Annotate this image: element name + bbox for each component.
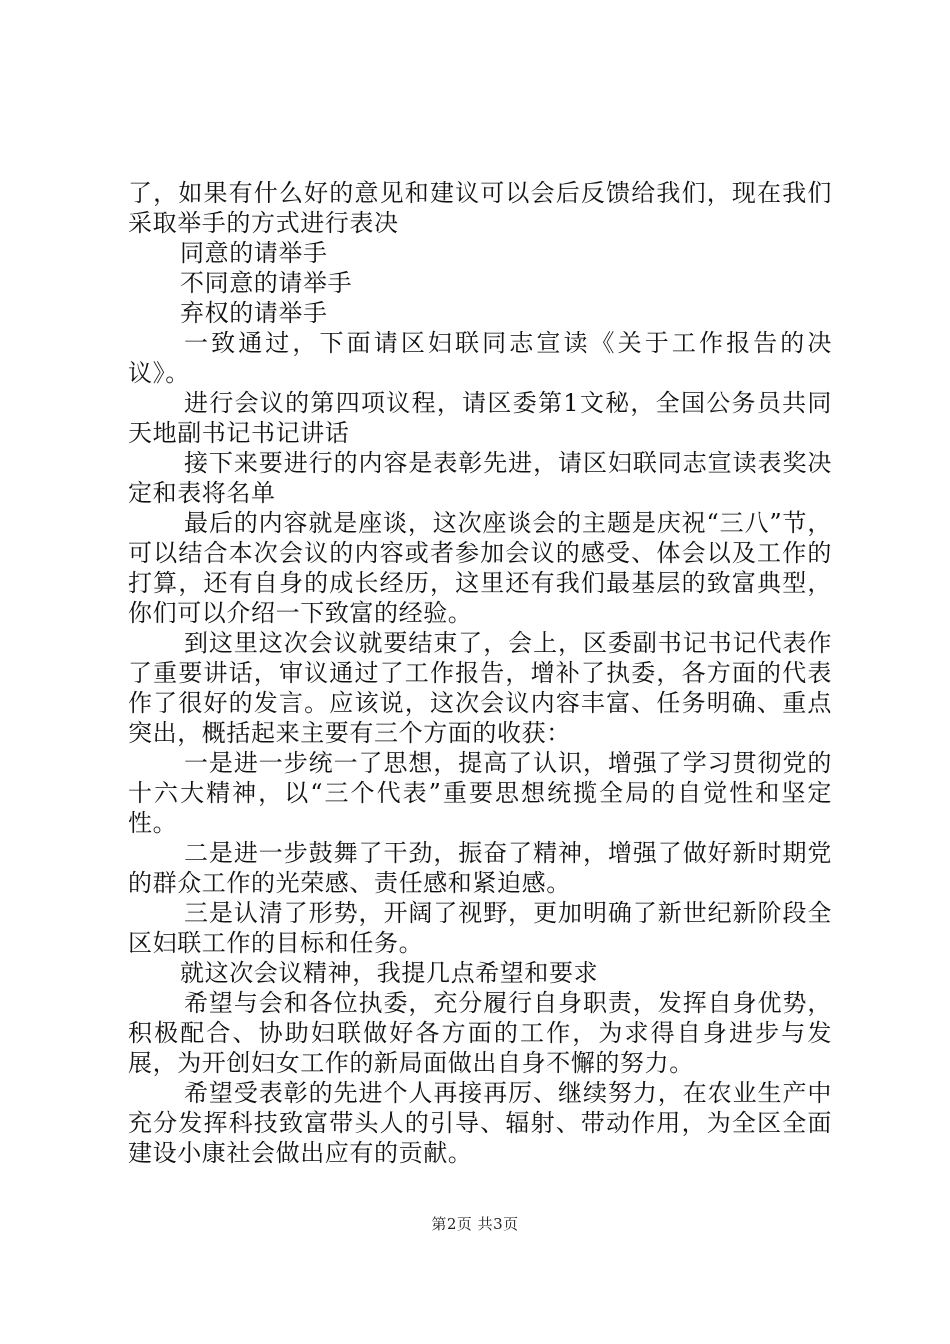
- paragraph-9: 到这里这次会议就要结束了，会上，区委副书记书记代表作了重要讲话，审议通过了工作报告，增补了执委，各方面的代表作了很好的发言。应该说，这次会议内容丰富、任务明确、重点突出，概括起来主要有三个方面的收获：: [128, 629, 832, 747]
- paragraph-3: 不同意的请举手: [180, 269, 353, 297]
- paragraph-10: 一是进一步统一了思想，提高了认识，增强了学习贯彻党的十六大精神，以“三个代表”重要思想统揽全局的自觉性和坚定性。: [128, 749, 832, 837]
- paragraph-14: 希望与会和各位执委，充分履行自身职责，发挥自身优势，积极配合、协助妇联做好各方面的工作，为求得自身进步与发展，为开创妇女工作的新局面做出自身不懈的努力。: [128, 989, 832, 1077]
- document-body: [128, 178, 832, 1168]
- paragraph-11: 二是进一步鼓舞了干劲，振奋了精神，增强了做好新时期党的群众工作的光荣感、责任感和紧迫感。: [128, 839, 832, 897]
- paragraph-15: 希望受表彰的先进个人再接再厉、继续努力，在农业生产中充分发挥科技致富带头人的引导、辐射、带动作用，为全区全面建设小康社会做出应有的贡献。: [128, 1079, 832, 1167]
- paragraph-7: 接下来要进行的内容是表彰先进，请区妇联同志宣读表奖决定和表将名单: [128, 449, 832, 507]
- paragraph-4: 弃权的请举手: [180, 299, 328, 327]
- paragraph-13: 就这次会议精神，我提几点希望和要求: [180, 959, 599, 987]
- paragraph-5: 一致通过，下面请区妇联同志宣读《关于工作报告的决议》。: [128, 329, 832, 387]
- paragraph-8: 最后的内容就是座谈，这次座谈会的主题是庆祝“三八”节，可以结合本次会议的内容或者参加会议的感受、体会以及工作的打算，还有自身的成长经历，这里还有我们最基层的致富典型，你们可以介绍一下致富的经验。: [128, 509, 832, 627]
- paragraph-1: 了，如果有什么好的意见和建议可以会后反馈给我们，现在我们采取举手的方式进行表决: [128, 179, 832, 237]
- paragraph-6: 进行会议的第四项议程，请区委第1文秘，全国公务员共同天地副书记书记讲话: [128, 389, 832, 447]
- page-number-footer: 第2页 共3页: [431, 1215, 519, 1233]
- paragraph-2: 同意的请举手: [180, 239, 328, 267]
- paragraph-12: 三是认清了形势，开阔了视野，更加明确了新世纪新阶段全区妇联工作的目标和任务。: [128, 899, 832, 957]
